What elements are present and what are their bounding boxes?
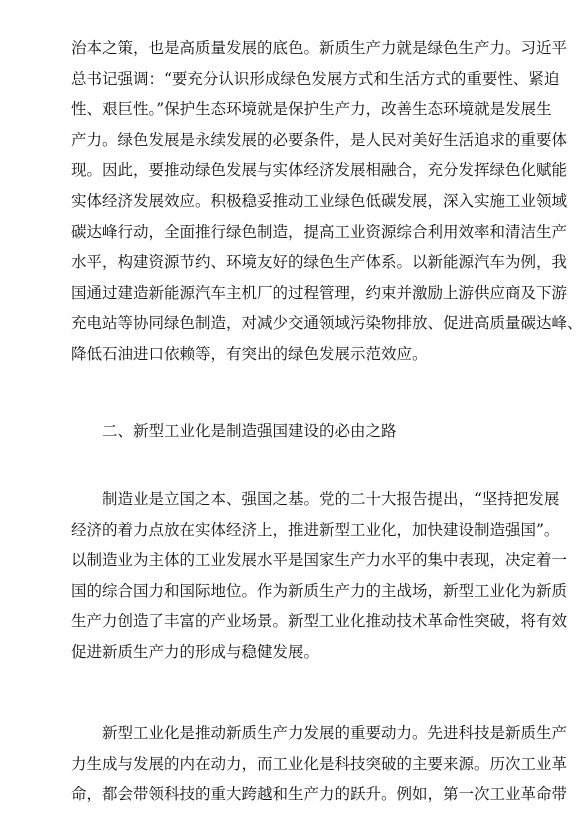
text-line: 产力。绿色发展是永续发展的必要条件，是人民对美好生活追求的重要体 bbox=[71, 130, 568, 149]
paragraph-driving-force bbox=[71, 718, 568, 810]
text-line: 水平，构建资源节约、环境友好的绿色生产体系。以新能源汽车为例，我 bbox=[71, 253, 568, 272]
text-line: 实体经济发展效应。积极稳妥推动工业绿色低碳发展，深入实施工业领域 bbox=[71, 191, 568, 210]
text-line: 充电站等协同绿色制造，对减少交通领域污染物排放、促进高质量碳达峰、 bbox=[71, 314, 583, 333]
text-line: 性、艰巨性。”保护生态环境就是保护生产力，改善生态环境就是发展生 bbox=[71, 100, 552, 119]
text-line: 力生成与发展的内在动力，而工业化是科技突破的主要来源。历次工业革 bbox=[71, 754, 568, 773]
text-line: 命，都会带领科技的重大跨越和生产力的跃升。例如，第一次工业革命带 bbox=[71, 785, 568, 804]
paragraph-green-development bbox=[71, 33, 583, 370]
section-heading: 二、新型工业化是制造强国建设的必由之路 bbox=[102, 422, 397, 440]
text-line: 国通过建造新能源汽车主机厂的过程管理，约束并激励上游供应商及下游 bbox=[71, 283, 568, 302]
text-line: 生产力创造了丰富的产业场景。新型工业化推动技术革命性突破，将有效 bbox=[71, 612, 568, 631]
text-line: 新型工业化是推动新质生产力发展的重要动力。先进科技是新质生产 bbox=[102, 724, 568, 742]
text-line: 现。因此，要推动绿色发展与实体经济发展相融合，充分发挥绿色化赋能 bbox=[71, 161, 568, 180]
text-line: 以制造业为主体的工业发展水平是国家生产力水平的集中表现，决定着一 bbox=[71, 551, 568, 570]
paragraph-new-industrialization bbox=[71, 484, 568, 668]
text-line: 国的综合国力和国际地位。作为新质生产力的主战场，新型工业化为新质 bbox=[71, 581, 568, 600]
text-line: 制造业是立国之本、强国之基。党的二十大报告提出，“坚持把发展 bbox=[102, 490, 560, 508]
text-line: 治本之策，也是高质量发展的底色。新质生产力就是绿色生产力。习近平 bbox=[71, 39, 568, 57]
text-line: 碳达峰行动，全面推行绿色制造，提高工业资源综合利用效率和清洁生产 bbox=[71, 222, 568, 241]
text-line: 促进新质生产力的形成与稳健发展。 bbox=[71, 642, 320, 661]
text-line: 总书记强调：“要充分认识形成绿色发展方式和生活方式的重要性、紧迫 bbox=[71, 69, 560, 88]
text-line: 经济的着力点放在实体经济上，推进新型工业化，加快建设制造强国”。 bbox=[71, 520, 560, 539]
text-line: 降低石油进口依赖等，有突出的绿色发展示范效应。 bbox=[71, 344, 428, 363]
